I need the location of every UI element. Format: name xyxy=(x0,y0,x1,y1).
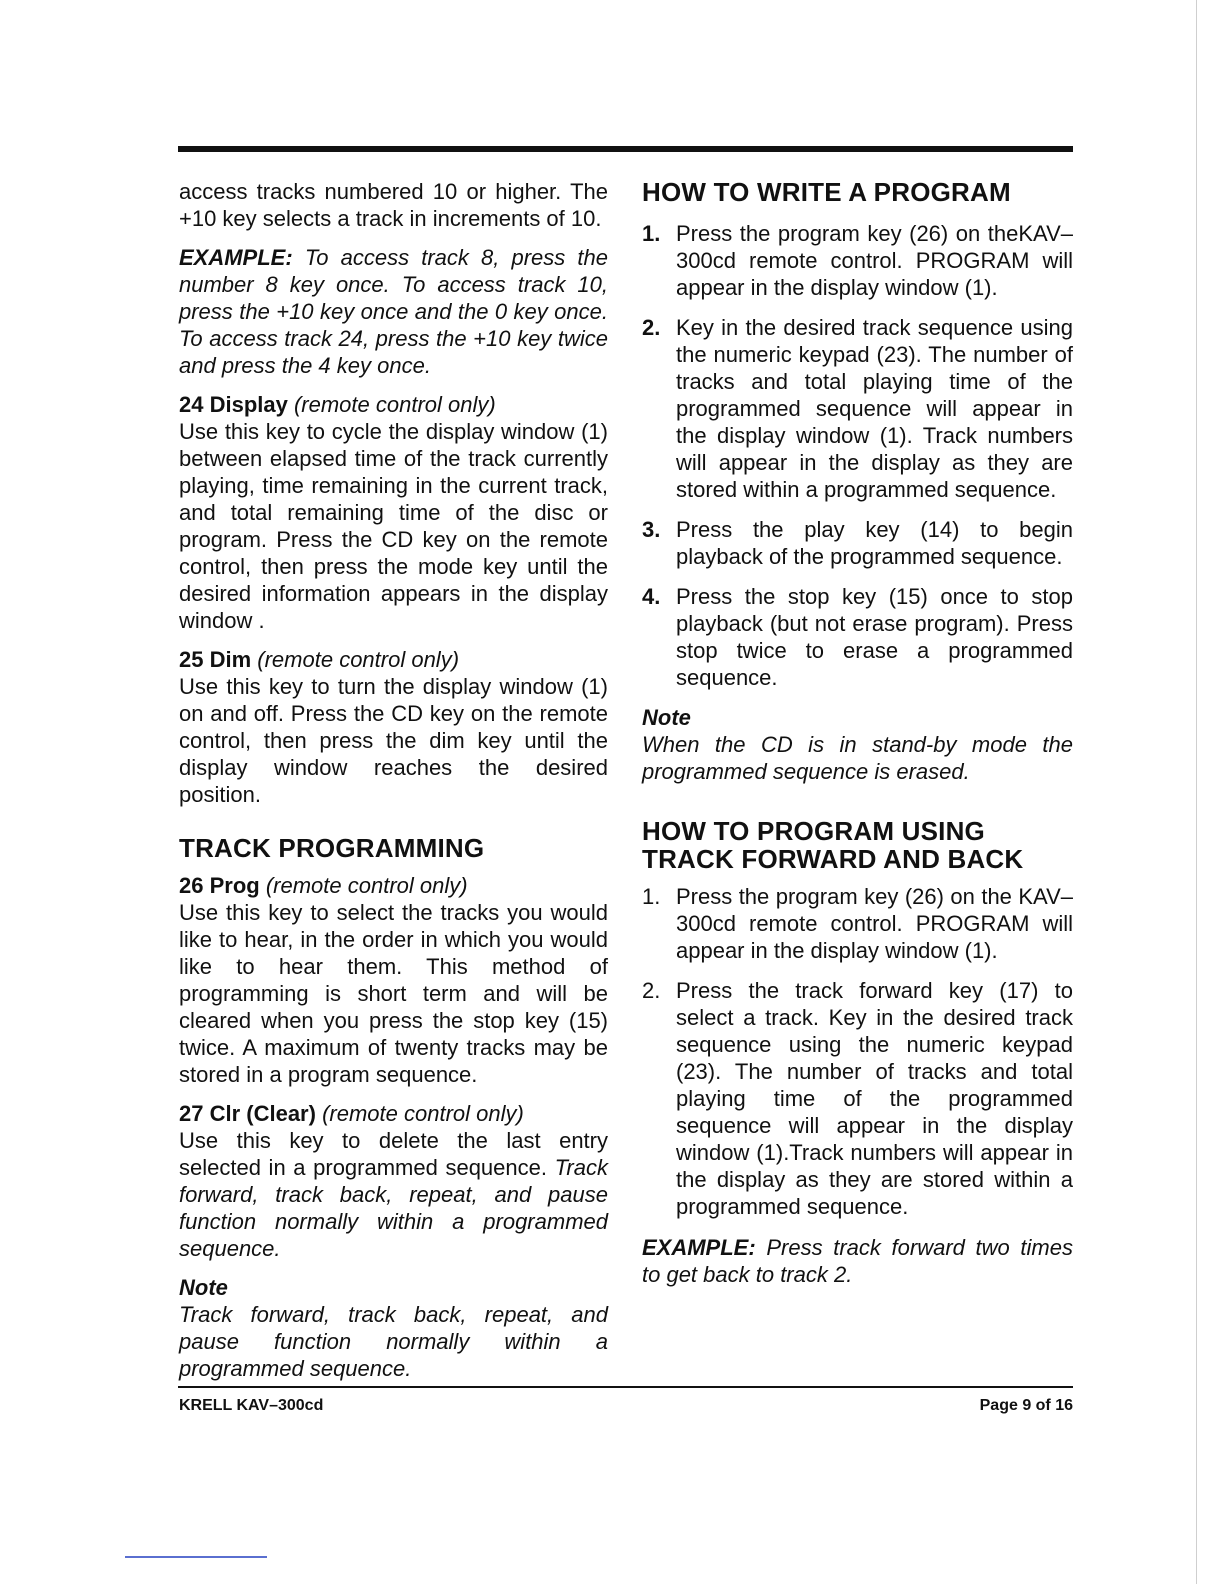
clr-key-section xyxy=(179,1100,608,1262)
program-using-track-heading-line2: TRACK FORWARD AND BACK xyxy=(642,844,1024,874)
right-note-text: When the CD is in stand-by mode the programmed sequence is erased. xyxy=(642,732,1073,784)
right-example-text: Press track forward two times to get back to track 2. xyxy=(642,1235,1073,1287)
list-item xyxy=(642,583,1073,691)
program-using-track-heading xyxy=(642,817,1073,873)
list-item xyxy=(642,516,1073,570)
prog-key-title: 26 Prog xyxy=(179,873,260,898)
step-text: Press the program key (26) on the KAV–300cd remote control. PROGRAM will appear in the display window (1). xyxy=(676,884,1073,963)
display-key-body: Use this key to cycle the display window (1) between elapsed time of the track currently playing, time remaining in the current track, and total remaining time of the disc or program. Press the CD key on the remote control, then press the mode key until the desired information appears in the display window . xyxy=(179,419,608,633)
step-text: Press the play key (14) to begin playback of the programmed sequence. xyxy=(676,517,1073,569)
step-text: Press the stop key (15) once to stop playback (but not erase program). Press stop twice to erase a programmed sequence. xyxy=(676,584,1073,690)
clr-key-body-italic: Track forward, track back, repeat, and pause function normally within a programmed sequence. xyxy=(179,1155,608,1261)
left-note-label: Note xyxy=(179,1275,228,1300)
display-key-title: 24 Display xyxy=(179,392,288,417)
write-program-heading: HOW TO WRITE A PROGRAM xyxy=(642,177,1011,207)
dim-key-section xyxy=(179,646,608,808)
step-number: 2. xyxy=(642,315,661,340)
intro-paragraph: access tracks numbered 10 or higher. The +10 key selects a track in increments of 10. xyxy=(179,179,608,231)
right-note-label: Note xyxy=(642,705,691,730)
step-text: Press the program key (26) on theKAV–300cd remote control. PROGRAM will appear in the display window (1). xyxy=(676,221,1073,300)
left-column xyxy=(179,178,608,1382)
step-number: 1. xyxy=(642,221,661,246)
list-item xyxy=(642,314,1073,503)
dim-key-qualifier: (remote control only) xyxy=(257,647,460,672)
step-text: Press the track forward key (17) to select a track. Key in the desired track sequence using the numeric keypad (23). The number of tracks and total playing time of the programmed sequence will appear in the display window (1).Track numbers will appear in the display as they are stored within a programmed sequence. xyxy=(676,978,1073,1219)
track-forward-steps xyxy=(642,883,1073,1220)
right-column xyxy=(642,178,1073,1288)
program-using-track-heading-line1: HOW TO PROGRAM USING xyxy=(642,816,985,846)
list-item xyxy=(642,883,1073,964)
dim-key-title: 25 Dim xyxy=(179,647,252,672)
footer-page-number: Page 9 of 16 xyxy=(979,1397,1073,1414)
example-paragraph xyxy=(179,244,608,379)
step-number: 2. xyxy=(642,978,661,1003)
bottom-rule xyxy=(178,1386,1073,1388)
example-text: To access track 8, press the number 8 key once. To access track 10, press the +10 key once and the 0 key once. To access track 24, press the +10 key twice and press the 4 key once. xyxy=(179,245,608,378)
right-example-label: EXAMPLE: xyxy=(642,1235,756,1260)
step-text: Key in the desired track sequence using the numeric keypad (23). The number of tracks and total playing time of the programmed sequence will appear in the display window (1). Track numbers will appear in the display as they are stored within a programmed sequence. xyxy=(676,315,1073,502)
list-item xyxy=(642,977,1073,1220)
step-number: 1. xyxy=(642,884,661,909)
display-key-section xyxy=(179,391,608,634)
prog-key-section xyxy=(179,872,608,1088)
display-key-qualifier: (remote control only) xyxy=(293,392,496,417)
footer-product-name: KRELL KAV–300cd xyxy=(179,1397,324,1414)
left-note-text: Track forward, track back, repeat, and pause function normally within a programmed sequence. xyxy=(179,1302,608,1381)
example-label: EXAMPLE: xyxy=(179,245,293,270)
scan-edge-line xyxy=(1196,0,1197,1584)
step-number: 4. xyxy=(642,584,661,609)
clr-key-body: Use this key to delete the last entry selected in a programmed sequence. xyxy=(179,1128,608,1180)
clr-key-title: 27 Clr (Clear) xyxy=(179,1101,316,1126)
prog-key-body: Use this key to select the tracks you would like to hear, in the order in which you would like to hear them. This method of programming is short term and will be cleared when you press the stop key (15) twice. A maximum of twenty tracks may be stored in a program sequence. xyxy=(179,900,608,1087)
prog-key-qualifier: (remote control only) xyxy=(265,873,468,898)
top-rule xyxy=(178,146,1073,152)
list-item xyxy=(642,220,1073,301)
scan-bottom-mark xyxy=(125,1556,267,1558)
track-programming-heading: TRACK PROGRAMMING xyxy=(179,833,485,863)
step-number: 3. xyxy=(642,517,661,542)
write-program-steps xyxy=(642,220,1073,691)
clr-key-qualifier: (remote control only) xyxy=(322,1101,524,1126)
right-example-paragraph xyxy=(642,1234,1073,1288)
dim-key-body: Use this key to turn the display window (1) on and off. Press the CD key on the remote control, then press the dim key until the display window reaches the desired position. xyxy=(179,674,608,807)
